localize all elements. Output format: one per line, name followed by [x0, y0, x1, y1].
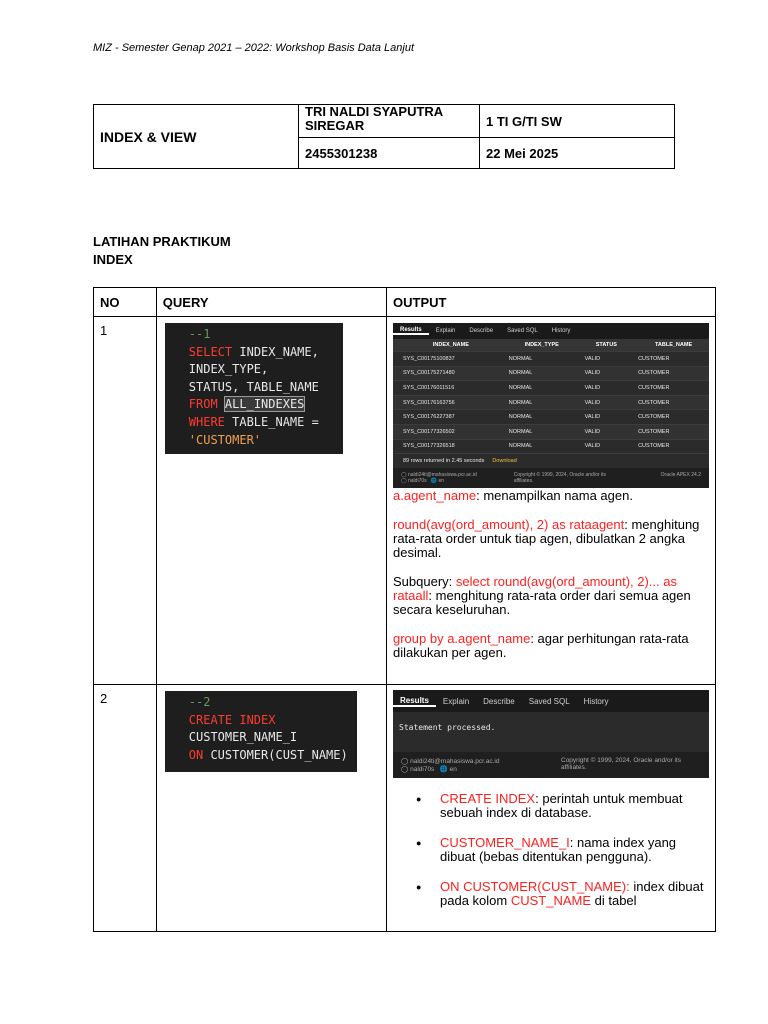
result-screenshot [393, 690, 709, 778]
section-heading [93, 233, 231, 269]
grid-cell: VALID [575, 395, 628, 410]
code-block [165, 691, 357, 772]
grid-cell: NORMAL [499, 424, 575, 439]
desc-text: : menghitung rata-rata order dari semua agen secara keseluruhan. [393, 588, 691, 618]
code-keyword: SELECT [188, 344, 233, 359]
code-text: CUSTOMER(CUST_NAME) [203, 747, 348, 762]
tab-history[interactable]: History [583, 696, 609, 706]
code-text: ALL_INDEXES [224, 397, 305, 412]
grid-row [393, 352, 709, 367]
code-text: INDEX_NAME, [232, 344, 319, 359]
user-icon: ◯ [401, 472, 407, 479]
doc-date: 22 Mei 2025 [480, 138, 675, 169]
table-row [94, 685, 716, 932]
footer-user: naldi24ti@mahasiswa.pcr.ac.id [408, 472, 477, 479]
list-item [393, 880, 709, 908]
footer-workspace: naldi70s [410, 766, 435, 773]
grid-row [393, 366, 709, 381]
grid-header: STATUS [575, 339, 628, 352]
desc-text: di tabel [591, 893, 637, 908]
grid-row [393, 381, 709, 396]
statement-output: Statement processed. [399, 723, 496, 732]
code-block [165, 323, 343, 454]
desc-term: CUSTOMER_NAME_I [440, 835, 570, 850]
desc-term: CUST_NAME [510, 893, 592, 908]
desc-text: index dibuat pada kolom [440, 879, 704, 908]
practice-table [93, 287, 716, 932]
footer-version: Oracle APEX 24.2 [660, 472, 701, 479]
tab-describe[interactable]: Describe [469, 328, 494, 334]
section-subtitle: INDEX [93, 252, 133, 267]
grid-cell: NORMAL [499, 381, 575, 396]
desc-text: : menampilkan nama agen. [476, 488, 633, 504]
grid-cell: SYS_C00177326502 [393, 424, 499, 439]
grid-cell: CUSTOMER [628, 352, 709, 367]
globe-icon: 🌐 [439, 766, 448, 773]
workspace-icon: ◯ [401, 766, 409, 773]
tab-history[interactable]: History [551, 328, 571, 334]
grid-cell: NORMAL [499, 410, 575, 425]
grid-cell: VALID [575, 366, 628, 381]
apex-footer [393, 468, 709, 488]
header-query: QUERY [156, 288, 386, 317]
grid-header: INDEX_NAME [393, 339, 499, 352]
student-nim: 2455301238 [299, 138, 480, 169]
row-number: 1 [94, 317, 157, 685]
desc-term: CREATE INDEX [440, 791, 536, 806]
grid-cell: SYS_C00176011516 [393, 381, 499, 396]
code-text: STATUS, TABLE_NAME [188, 379, 319, 394]
desc-term: group by a.agent_name [393, 631, 531, 647]
result-tabs [393, 690, 709, 712]
desc-term: round(avg(ord_amount), 2) as rataagent [393, 517, 625, 533]
tab-saved-sql[interactable]: Saved SQL [528, 696, 570, 706]
grid-cell: SYS_C00176227387 [393, 410, 499, 425]
tab-saved-sql[interactable]: Saved SQL [507, 328, 538, 334]
desc-term: ON CUSTOMER(CUST_NAME): [440, 879, 630, 894]
grid-header: INDEX_TYPE [499, 339, 575, 352]
list-item [393, 792, 709, 820]
workspace-icon: ◯ [401, 478, 407, 485]
grid-cell: VALID [575, 352, 628, 367]
grid-cell: CUSTOMER [628, 366, 709, 381]
desc-text: : nama index yang dibuat (bebas ditentukan pengguna). [440, 835, 677, 864]
grid-cell: CUSTOMER [628, 424, 709, 439]
globe-icon: 🌐 [430, 478, 438, 485]
download-link[interactable]: Download [492, 458, 517, 465]
result-grid [393, 339, 709, 454]
footer-language[interactable]: en [449, 766, 457, 773]
header-output: OUTPUT [387, 288, 716, 317]
code-keyword: FROM [188, 397, 218, 412]
grid-row [393, 395, 709, 410]
footer-language[interactable]: en [438, 478, 444, 485]
section-title: LATIHAN PRAKTIKUM [93, 234, 231, 249]
grid-cell: CUSTOMER [628, 439, 709, 454]
grid-cell: NORMAL [499, 366, 575, 381]
grid-cell: SYS_C00175100837 [393, 352, 499, 367]
grid-cell: SYS_C00176163756 [393, 395, 499, 410]
grid-row [393, 410, 709, 425]
code-text: CUSTOMER_NAME_I [188, 730, 298, 745]
tab-results[interactable]: Results [393, 327, 429, 335]
footer-user: naldi24ti@mahasiswa.pcr.ac.id [410, 758, 500, 765]
identity-table [93, 104, 675, 169]
header-no: NO [94, 288, 157, 317]
footer-copyright: Copyright © 1999, 2024, Oracle and/or its affiliates. [513, 472, 607, 485]
grid-row [393, 439, 709, 454]
grid-cell: VALID [575, 424, 628, 439]
grid-cell: VALID [575, 410, 628, 425]
code-comment: --2 [188, 695, 211, 709]
row1-description [393, 489, 709, 660]
code-text: INDEX_TYPE, [188, 362, 269, 377]
output-cell [387, 317, 716, 685]
desc-term: select round(avg(ord_amount), 2)... as rataall [393, 574, 677, 604]
rows-returned [393, 454, 709, 468]
student-class: 1 TI G/TI SW [480, 105, 675, 138]
grid-cell: VALID [575, 439, 628, 454]
grid-cell: NORMAL [499, 395, 575, 410]
doc-title: INDEX & VIEW [94, 105, 299, 169]
code-keyword: ON [188, 747, 204, 762]
result-tabs [393, 323, 709, 339]
footer-workspace: naldi70s [408, 478, 427, 485]
row2-bullets [393, 792, 709, 908]
desc-term: a.agent_name [393, 488, 477, 504]
code-keyword: CREATE INDEX [188, 712, 276, 727]
grid-header: TABLE_NAME [628, 339, 709, 352]
desc-text: Subquery: [393, 574, 456, 590]
apex-footer [393, 752, 709, 778]
user-icon: ◯ [401, 758, 409, 765]
desc-text: : agar perhitungan rata-rata dilakukan per agen. [393, 631, 689, 661]
page-header: MIZ - Semester Genap 2021 – 2022: Workshop Basis Data Lanjut [93, 42, 414, 54]
table-row [94, 317, 716, 685]
grid-cell: NORMAL [499, 439, 575, 454]
list-item [393, 836, 709, 864]
code-comment: --1 [188, 327, 211, 341]
grid-cell: CUSTOMER [628, 410, 709, 425]
tab-results[interactable]: Results [393, 696, 436, 707]
tab-explain[interactable]: Explain [435, 328, 456, 334]
student-name: TRI NALDI SYAPUTRA SIREGAR [299, 105, 480, 138]
desc-text: : menghitung rata-rata order untuk tiap agen, dibulatkan 2 angka desimal. [393, 517, 700, 561]
query-cell [156, 317, 386, 685]
grid-cell: SYS_C00177326518 [393, 439, 499, 454]
tab-describe[interactable]: Describe [483, 696, 515, 706]
code-text: TABLE_NAME = [224, 414, 319, 429]
grid-cell: VALID [575, 381, 628, 396]
tab-explain[interactable]: Explain [442, 696, 470, 706]
desc-text: : perintah untuk membuat sebuah index di database. [440, 791, 683, 820]
grid-cell: NORMAL [499, 352, 575, 367]
result-screenshot [393, 323, 709, 488]
rows-returned-text: 89 rows returned in 2.45 seconds [403, 458, 485, 465]
grid-row [393, 424, 709, 439]
code-string: 'CUSTOMER' [188, 432, 262, 447]
grid-cell: CUSTOMER [628, 381, 709, 396]
grid-cell: SYS_C00175271480 [393, 366, 499, 381]
grid-cell: CUSTOMER [628, 395, 709, 410]
output-cell [387, 685, 716, 932]
code-keyword: WHERE [188, 414, 225, 429]
query-cell [156, 685, 386, 932]
footer-copyright: Copyright © 1999, 2024, Oracle and/or its affiliates. [561, 757, 682, 771]
row-number: 2 [94, 685, 157, 932]
